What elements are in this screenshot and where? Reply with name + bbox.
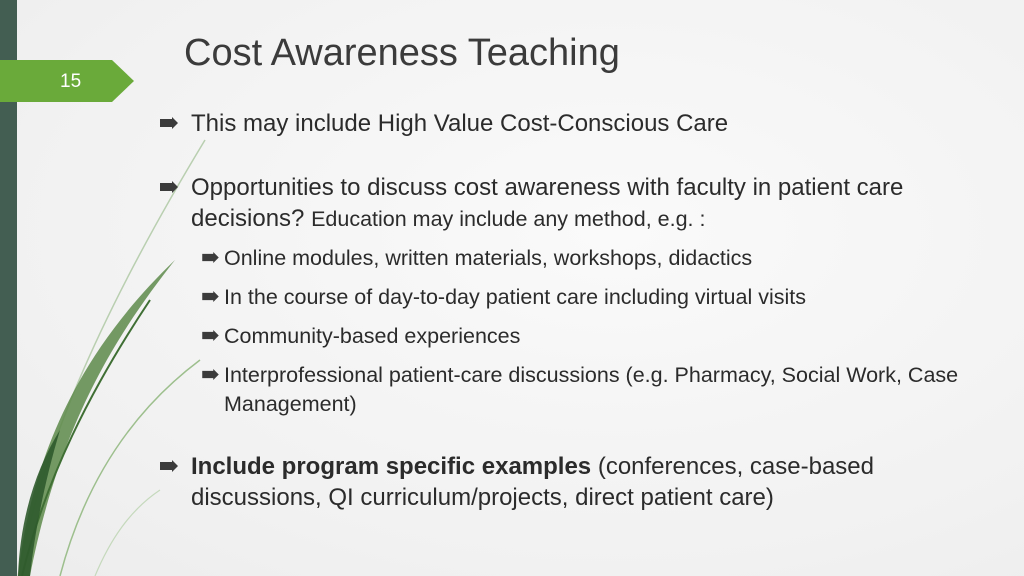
- bullet-arrow-icon: [202, 330, 219, 341]
- bullet-item: [160, 172, 990, 235]
- bullet-arrow-icon: [202, 252, 219, 263]
- bullet-arrow-icon: [202, 369, 219, 380]
- sub-bullet-item: [202, 244, 990, 273]
- bullet-list: [160, 106, 990, 513]
- bullet-text-bold: Include program specific examples: [191, 453, 592, 480]
- sub-bullet-text: Community-based experiences: [224, 324, 521, 348]
- bullet-arrow-icon: [160, 117, 178, 129]
- sub-bullet-item: [202, 322, 990, 351]
- bullet-arrow-icon: [160, 181, 178, 193]
- sub-bullet-text: Interprofessional patient-care discussions (e.g. Pharmacy, Social Work, Case Management): [224, 363, 959, 416]
- slide-number: 15: [60, 71, 82, 92]
- slide-title: Cost Awareness Teaching: [184, 32, 620, 74]
- bullet-text-tail: Education may include any method, e.g. :: [311, 207, 706, 231]
- bullet-arrow-icon: [160, 460, 178, 472]
- bullet-text: Opportunities to discuss cost awareness with faculty in patient care decisions?: [191, 174, 904, 232]
- sub-bullet-text: In the course of day-to-day patient care including virtual visits: [224, 285, 806, 309]
- sub-bullet-item: [202, 283, 990, 312]
- sub-bullet-text: Online modules, written materials, workshops, didactics: [224, 246, 753, 270]
- bullet-item: [160, 451, 990, 513]
- bullet-text: (conferences, case-based discussions, QI curriculum/projects, direct patient care): [191, 453, 874, 511]
- bullet-item: [160, 108, 990, 139]
- bullet-text: This may include High Value Cost-Conscious Care: [191, 110, 729, 137]
- bullet-arrow-icon: [202, 291, 219, 302]
- sub-bullet-item: [202, 361, 990, 419]
